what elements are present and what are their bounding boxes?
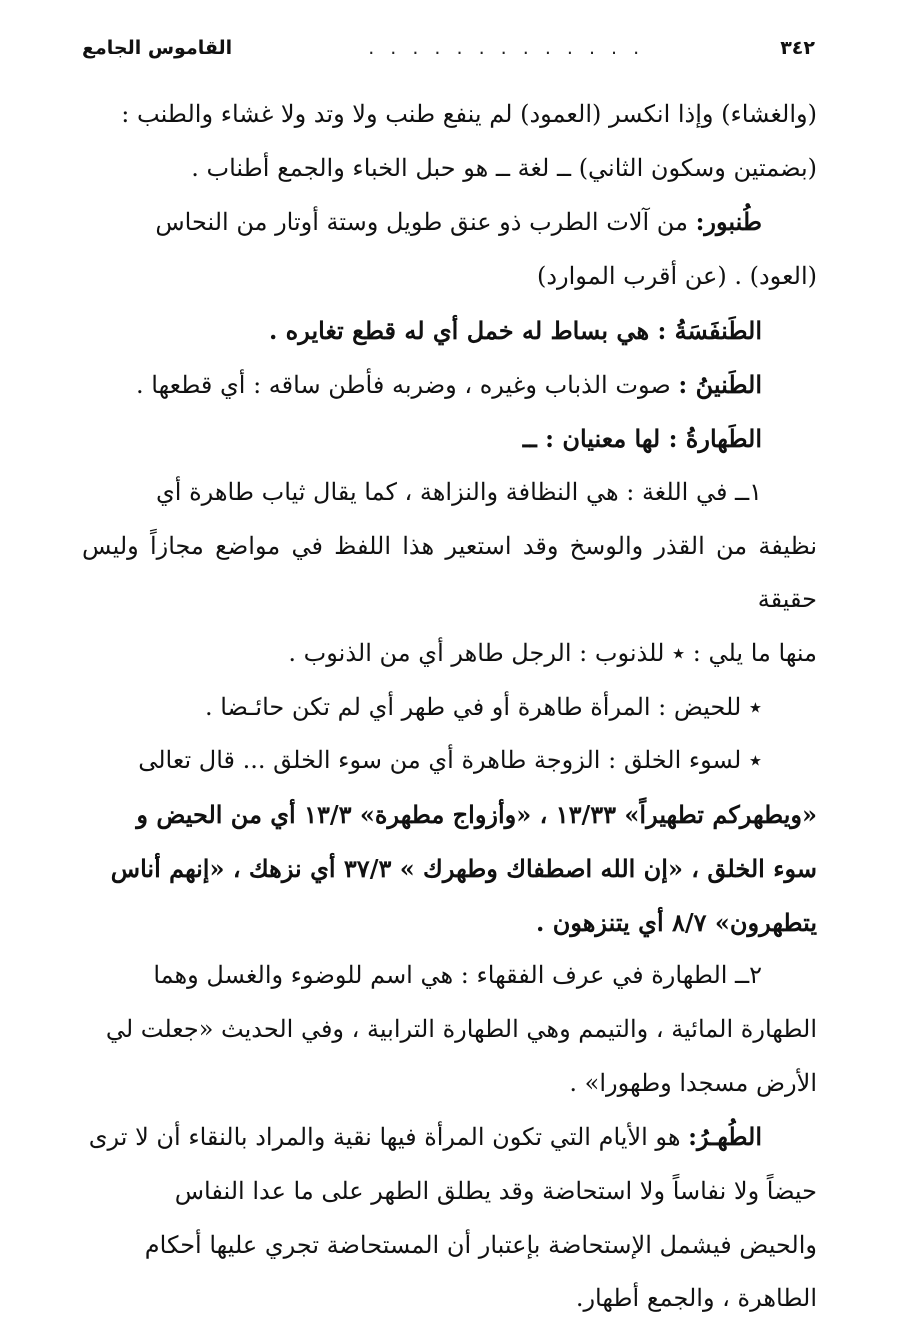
- entry-term: طُنبور:: [695, 207, 762, 237]
- page-body: [82, 88, 817, 1326]
- text-line: الأرض مسجدا وطهورا» .: [569, 1068, 817, 1097]
- text-line: الطهارة المائية ، والتيمم وهي الطهارة الترابية ، وفي الحديث «جعلت لي: [105, 1014, 817, 1043]
- entry-text: هو الأيام التي تكون المرأة فيها نقية والمراد بالنقاء أن لا ترى: [88, 1123, 689, 1152]
- header-leader-dots: . . . . . . . . . . . . .: [368, 37, 645, 59]
- entry-text: هي بساط له خمل أي له قطع تغايره .: [268, 315, 658, 345]
- text-line: ٢ــ الطهارة في عرف الفقهاء : هي اسم للوضوء والغسل وهما: [153, 961, 762, 990]
- text-line: (والغشاء) وإذا انكسر (العمود) لم ينفع طنب ولا وتد ولا غشاء والطنب :: [121, 100, 817, 128]
- entry-tanin: [82, 358, 817, 413]
- text-line: (بضمتين وسكون الثاني) ــ لغة ــ هو حبل الخباء والجمع أطناب .: [191, 153, 817, 182]
- entry-tahara: [82, 412, 817, 466]
- entry-text: لها معنيان : ــ: [522, 424, 669, 454]
- page-header: [82, 26, 815, 70]
- text-line: (العود) . (عن أقرب الموارد): [536, 262, 817, 291]
- text-line: والحيض فيشمل الإستحاضة بإعتبار أن المستحاضة تجري عليها أحكام: [144, 1230, 817, 1259]
- entry-term: الطُهـرُ:: [688, 1122, 762, 1152]
- text-line: ١ــ في اللغة : هي النظافة والنزاهة ، كما يقال ثياب طاهرة أي: [156, 477, 762, 506]
- page-number: ٣٤٢: [780, 37, 815, 59]
- entry-term: الطَنينُ :: [678, 369, 762, 399]
- entry-term: الطَهارةُ :: [668, 424, 762, 454]
- text-line: ٭ لسوء الخلق : الزوجة طاهرة أي من سوء الخلق ... قال تعالى: [138, 746, 762, 775]
- entry-text: من آلات الطرب ذو عنق طويل وستة أوتار من النحاس: [155, 208, 696, 237]
- running-title: القاموس الجامع: [82, 37, 233, 59]
- text-line: نظيفة من القذر والوسخ وقد استعير هذا اللفظ في مواضع مجازاً وليس حقيقة: [82, 531, 817, 614]
- entry-tuhr: [82, 1110, 817, 1165]
- text-line: يتطهرون» ٨/٧ أي يتنزهون .: [536, 907, 817, 937]
- entry-text: صوت الذباب وغيره ، وضربه فأطن ساقه : أي قطعها .: [136, 370, 679, 399]
- text-line: الطاهرة ، والجمع أطهار.: [575, 1284, 817, 1313]
- text-line: سوء الخلق ، «إن الله اصطفاك وطهرك » ٣٧/٣ أي نزهك ، «إنهم أناس: [110, 853, 817, 883]
- entry-term: الطَنفَسَةُ :: [657, 315, 762, 345]
- text-line: «ويطهركم تطهيراً» ١٣/٣٣ ، «وأزواج مطهرة» ١٣/٣ أي من الحيض و: [136, 800, 817, 830]
- text-line: منها ما يلي : ٭ للذنوب : الرجل طاهر أي من الذنوب .: [288, 639, 817, 668]
- text-line: حيضاً ولا نفاساً ولا استحاضة وقد يطلق الطهر على ما عدا النفاس: [174, 1177, 817, 1206]
- entry-tunbur: [82, 195, 817, 250]
- entry-tunfusa: [82, 304, 817, 358]
- text-line: ٭ للحيض : المرأة طاهرة أو في طهر أي لم تكن حائـضا .: [204, 692, 762, 721]
